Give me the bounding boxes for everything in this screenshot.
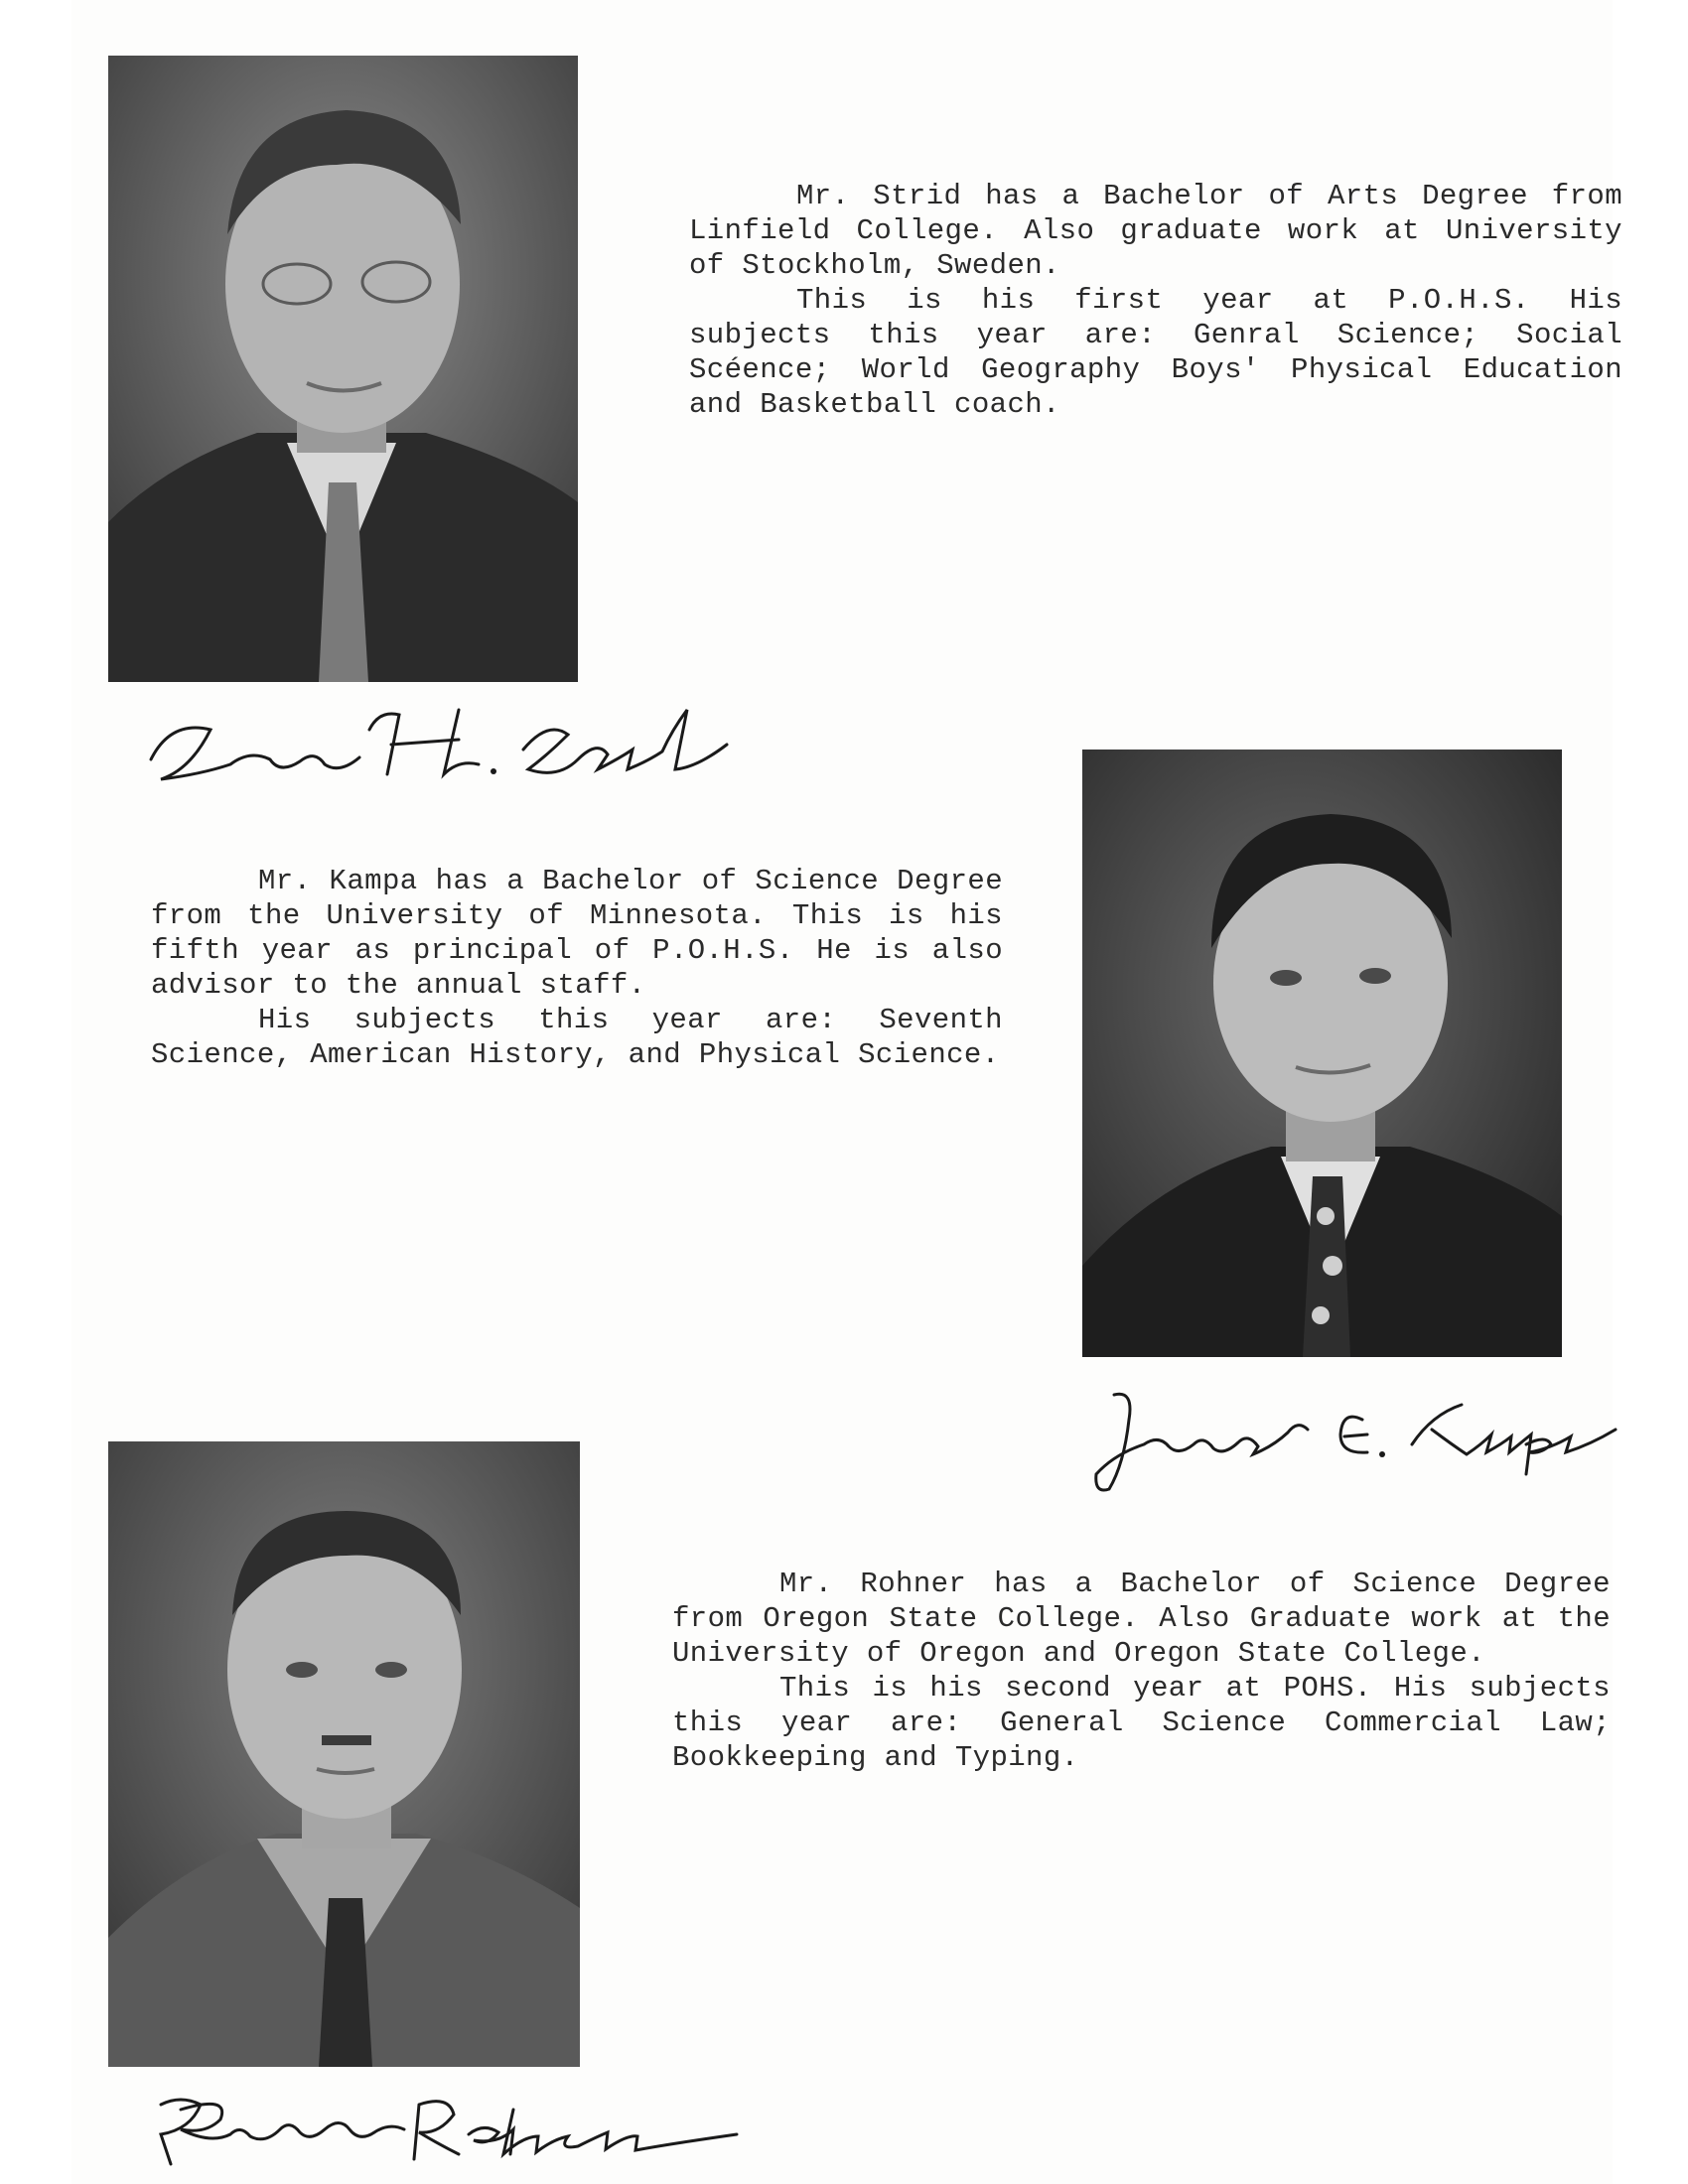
kampa-bio-paragraph-2: His subjects this year are: Seventh Science, American History, and Physical Science.	[151, 1004, 1003, 1071]
strid-bio	[689, 179, 1622, 422]
strid-portrait-photo	[108, 56, 578, 682]
yearbook-page	[71, 0, 1622, 2184]
rohner-signature	[121, 2075, 767, 2174]
kampa-bio	[151, 864, 1003, 1072]
rohner-bio	[672, 1567, 1611, 1775]
strid-signature	[131, 690, 786, 799]
rohner-bio-paragraph-2: This is his second year at POHS. His subjects this year are: General Science Commercial Law; Bookkeeping and Typing.	[672, 1672, 1611, 1774]
kampa-bio-paragraph-1: Mr. Kampa has a Bachelor of Science Degree from the University of Minnesota. This is his fifth year as principal of P.O.H.S. He is also advisor to the annual staff.	[151, 865, 1003, 1002]
strid-bio-paragraph-2: This is his first year at P.O.H.S. His subjects this year are: Genral Science; Social Scéence; World Geography Boys' Physical Education and Basketball coach.	[689, 284, 1622, 421]
kampa-portrait-photo	[1082, 750, 1562, 1357]
rohner-bio-paragraph-1: Mr. Rohner has a Bachelor of Science Degree from Oregon State College. Also Graduate work at the University of Oregon and Oregon State College.	[672, 1568, 1611, 1670]
rohner-portrait-photo	[108, 1441, 580, 2067]
kampa-signature	[1074, 1375, 1660, 1504]
strid-bio-paragraph-1: Mr. Strid has a Bachelor of Arts Degree from Linfield College. Also graduate work at University of Stockholm, Sweden.	[689, 180, 1622, 282]
